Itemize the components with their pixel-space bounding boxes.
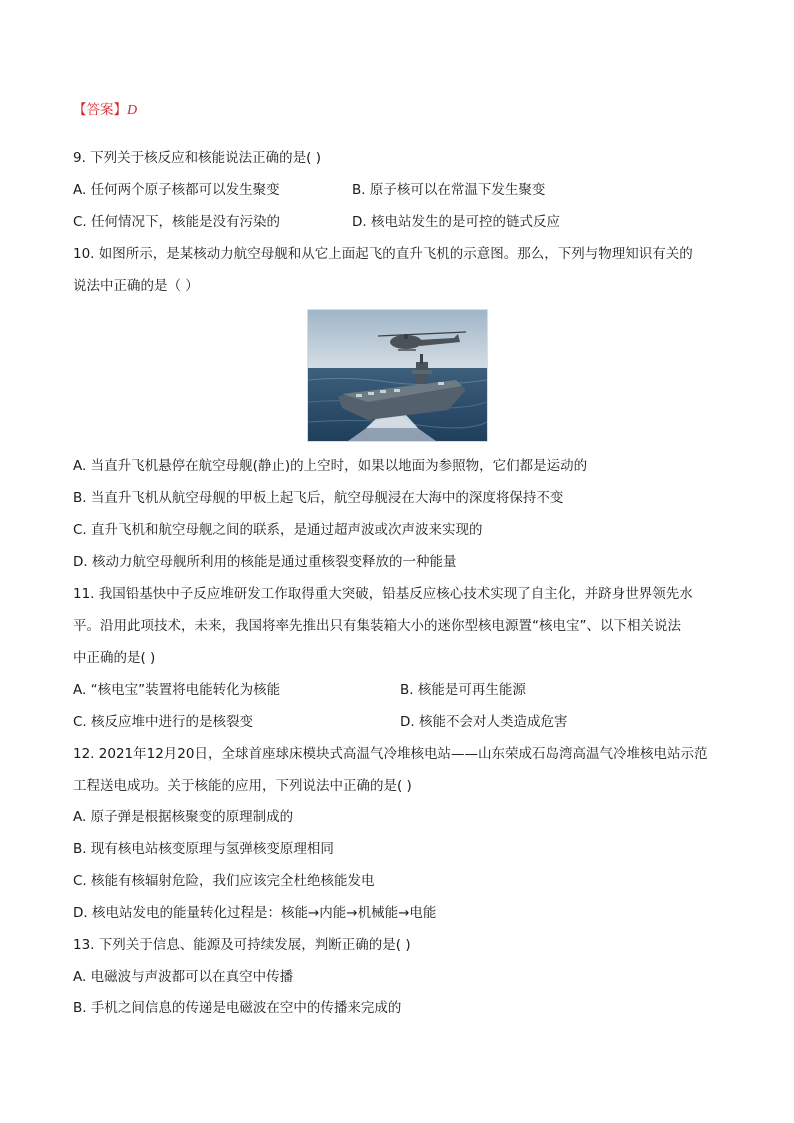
question-9-stem: 9. 下列关于核反应和核能说法正确的是( ) [73, 150, 321, 166]
question-10-option-b: B. 当直升飞机从航空母舰的甲板上起飞后，航空母舰浸在大海中的深度将保持不变 [73, 490, 564, 506]
question-10-option-c: C. 直升飞机和航空母舰之间的联系，是通过超声波或次声波来实现的 [73, 522, 483, 538]
question-12-stem-line-2: 工程送电成功。关于核能的应用，下列说法中正确的是( ) [73, 778, 412, 794]
question-11-stem-line-3: 中正确的是( ) [73, 650, 156, 666]
question-11-option-a: A. “核电宝”装置将电能转化为核能 [73, 682, 281, 698]
question-12-option-a: A. 原子弹是根据核聚变的原理制成的 [73, 809, 294, 825]
question-9-option-d: D. 核电站发生的是可控的链式反应 [352, 214, 560, 230]
question-12-option-b: B. 现有核电站核变原理与氢弹核变原理相同 [73, 841, 334, 857]
question-11-stem-line-2: 平。沿用此项技术，未来，我国将率先推出只有集装箱大小的迷你型核电源置“核电宝”、以下相关说法 [73, 618, 681, 634]
answer-tag: 【答案】 [73, 102, 127, 118]
aircraft-carrier-photo-drawing [308, 310, 487, 441]
question-11-option-b: B. 核能是可再生能源 [400, 682, 526, 698]
question-13-option-a: A. 电磁波与声波都可以在真空中传播 [73, 969, 294, 985]
question-9-option-a: A. 任何两个原子核都可以发生聚变 [73, 182, 280, 198]
question-10-option-d: D. 核动力航空母舰所利用的核能是通过重核裂变释放的一种能量 [73, 554, 457, 570]
question-10-stem-line-1: 10. 如图所示，是某核动力航空母舰和从它上面起飞的直升飞机的示意图。那么，下列与物理知识有关的 [73, 246, 693, 262]
question-13-stem: 13. 下列关于信息、能源及可持续发展，判断正确的是( ) [73, 937, 411, 953]
question-13-option-b: B. 手机之间信息的传递是电磁波在空中的传播来完成的 [73, 1000, 402, 1016]
question-11-stem-line-1: 11. 我国铅基快中子反应堆研发工作取得重大突破，铅基反应核心技术实现了自主化，并跻身世界领先水 [73, 586, 693, 602]
question-10-option-a: A. 当直升飞机悬停在航空母舰(静止)的上空时，如果以地面为参照物，它们都是运动的 [73, 458, 588, 474]
question-10-stem-line-2: 说法中正确的是（ ） [73, 278, 199, 294]
answer-value: D [127, 103, 138, 118]
answer-line [73, 101, 137, 120]
question-12-stem-line-1: 12. 2021年12月20日，全球首座球床模块式高温气冷堆核电站——山东荣成石岛湾高温气冷堆核电站示范 [73, 746, 708, 762]
question-12-option-d: D. 核电站发电的能量转化过程是：核能→内能→机械能→电能 [73, 905, 437, 921]
aircraft-carrier-helicopter-photo [307, 309, 488, 442]
question-9-option-c: C. 任何情况下，核能是没有污染的 [73, 214, 281, 230]
question-11-option-c: C. 核反应堆中进行的是核裂变 [73, 714, 254, 730]
question-11-option-d: D. 核能不会对人类造成危害 [400, 714, 568, 730]
question-9-option-b: B. 原子核可以在常温下发生聚变 [352, 182, 546, 198]
question-12-option-c: C. 核能有核辐射危险，我们应该完全杜绝核能发电 [73, 873, 375, 889]
